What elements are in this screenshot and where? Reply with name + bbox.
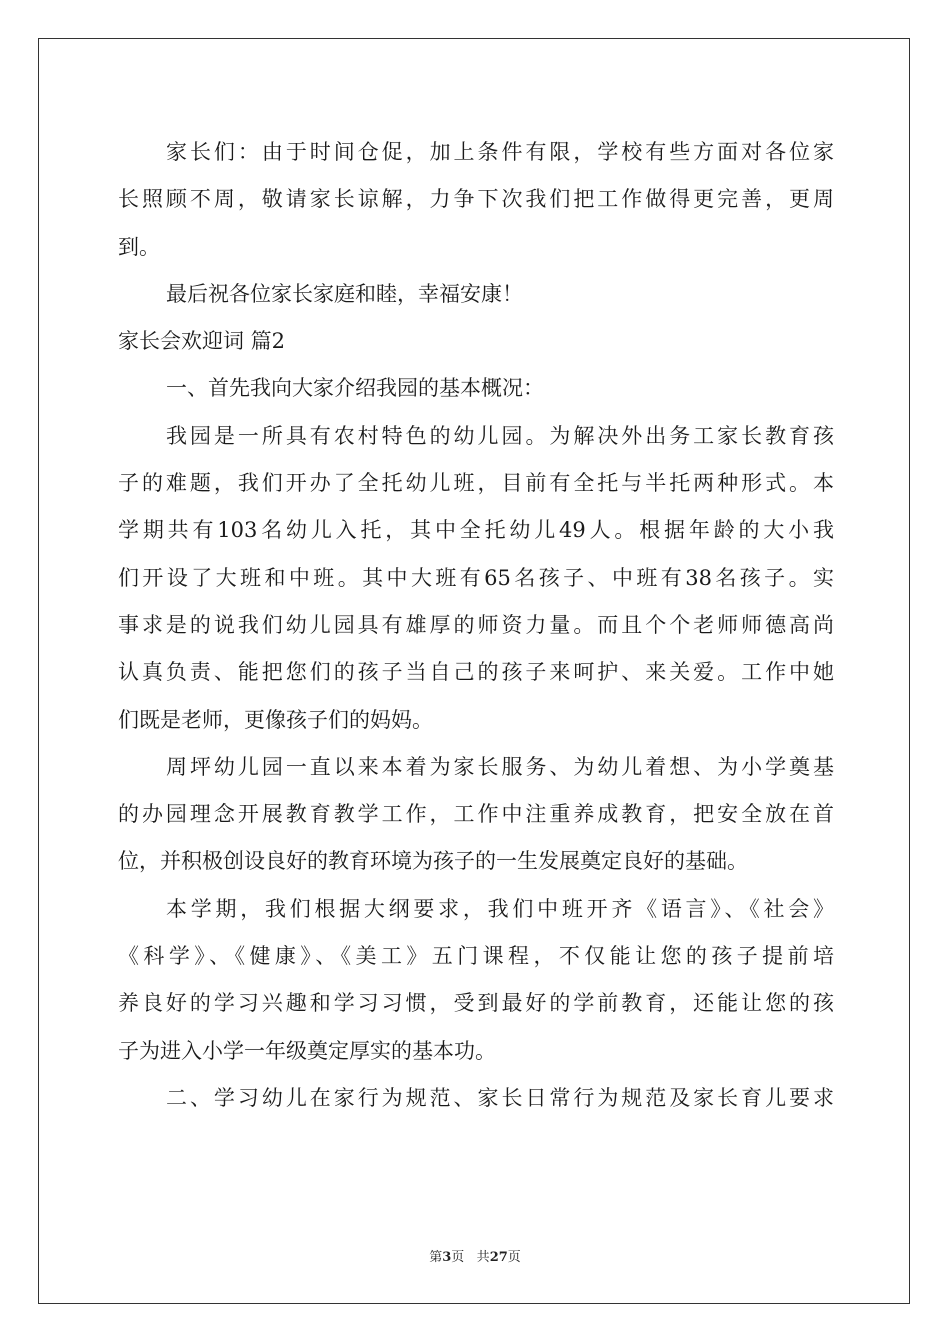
paragraph-line: 二、学习幼儿在家行为规范、家长日常行为规范及家长育儿要求 xyxy=(166,1085,834,1110)
footer-page-suffix: 页 xyxy=(451,1250,465,1265)
paragraph-line: 《科学》、《健康》、《美工》五门课程，不仅能让您的孩子提前培 xyxy=(118,944,834,969)
paragraph-line: 到。 xyxy=(118,234,160,259)
paragraph-line: 周坪幼儿园一直以来本着为家长服务、为幼儿着想、为小学奠基 xyxy=(166,754,834,779)
footer-page-number: 3 xyxy=(442,1250,452,1265)
paragraph-line: 养良好的学习兴趣和学习习惯，受到最好的学前教育，还能让您的孩 xyxy=(118,991,834,1016)
paragraph-line: 们开设了大班和中班。其中大班有65名孩子、中班有38名孩子。实 xyxy=(118,565,834,590)
paragraph-line: 本学期，我们根据大纲要求，我们中班开齐《语言》、《社会》 xyxy=(166,896,834,921)
paragraph-line: 子为进入小学一年级奠定厚实的基本功。 xyxy=(118,1038,496,1063)
paragraph-line: 一、首先我向大家介绍我园的基本概况： xyxy=(166,376,544,401)
page-footer xyxy=(0,1246,950,1265)
paragraph-line: 长照顾不周，敬请家长谅解，力争下次我们把工作做得更完善，更周 xyxy=(118,187,834,212)
footer-total-pages: 27 xyxy=(489,1250,508,1265)
paragraph-line: 我园是一所具有农村特色的幼儿园。为解决外出务工家长教育孩 xyxy=(166,423,834,448)
paragraph-line: 们既是老师，更像孩子们的妈妈。 xyxy=(118,707,433,732)
paragraph-line: 家长们：由于时间仓促，加上条件有限，学校有些方面对各位家 xyxy=(166,140,834,164)
footer-total-suffix: 页 xyxy=(507,1250,521,1265)
paragraph-line: 子的难题，我们开办了全托幼儿班，目前有全托与半托两种形式。本 xyxy=(118,471,834,496)
paragraph-line: 最后祝各位家长家庭和睦，幸福安康！ xyxy=(166,281,523,306)
paragraph-line: 认真负责、能把您们的孩子当自己的孩子来呵护、来关爱。工作中她 xyxy=(118,660,834,685)
section-heading: 家长会欢迎词 篇2 xyxy=(118,329,286,354)
paragraph-line: 的办园理念开展教育教学工作，工作中注重养成教育，把安全放在首 xyxy=(118,802,834,827)
footer-total-prefix: 共 xyxy=(476,1250,490,1265)
paragraph-line: 学期共有103名幼儿入托，其中全托幼儿49人。根据年龄的大小我 xyxy=(118,518,834,543)
paragraph-line: 位，并积极创设良好的教育环境为孩子的一生发展奠定良好的基础。 xyxy=(118,849,748,874)
paragraph-line: 事求是的说我们幼儿园具有雄厚的师资力量。而且个个老师师德高尚 xyxy=(118,612,834,637)
document-body xyxy=(118,129,834,1122)
footer-prefix: 第 xyxy=(429,1250,443,1265)
